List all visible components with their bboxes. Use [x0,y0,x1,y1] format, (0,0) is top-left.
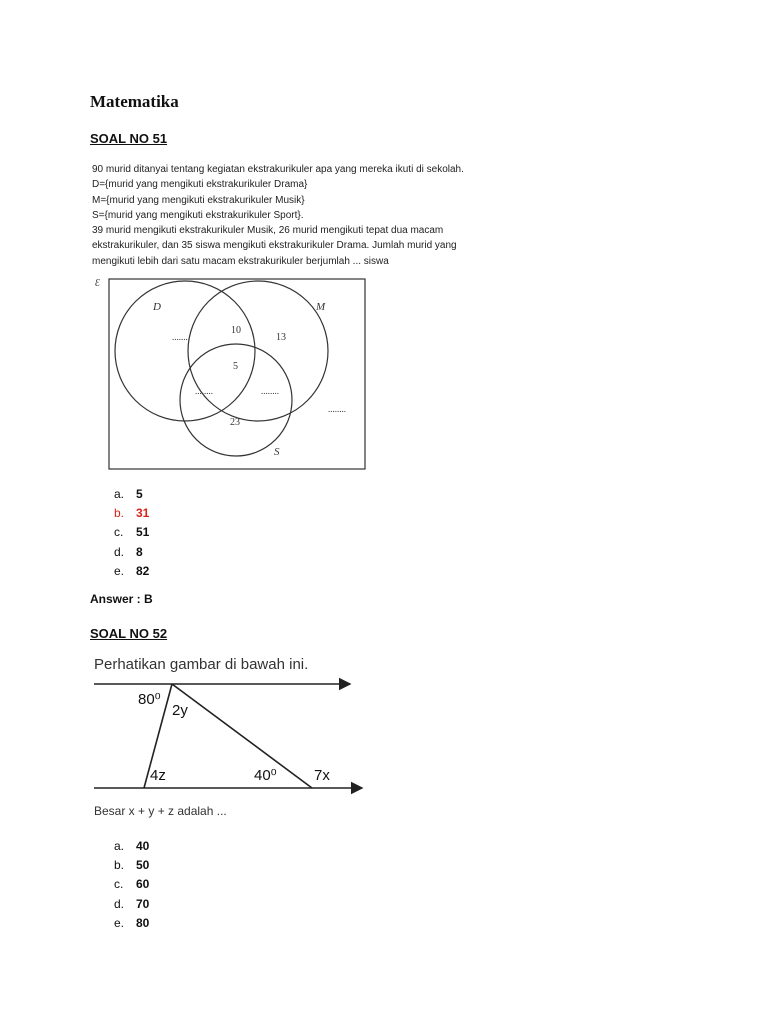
answer-text: Answer : B [90,592,153,606]
angle-40-label: 40⁰ [254,767,277,784]
question-52-text: Besar x + y + z adalah ... [94,804,227,818]
question-51-text [92,162,512,269]
question-51-line: M={murid yang mengikuti ekstrakurikuler Musik} [92,194,305,206]
venn-diagram [90,274,380,474]
triangle-right-side [172,684,312,788]
question-51-heading: SOAL NO 51 [90,131,168,146]
region-d-only: ........ [172,332,190,342]
angle-80-label: 80⁰ [138,691,161,708]
angle-7x-label: 7x [314,767,330,784]
question-51-line: D={murid yang mengikuti ekstrakurikuler Drama} [92,179,308,191]
universe-rect [109,279,365,469]
question-51-options [114,485,149,581]
circle-d [115,281,255,421]
question-51-line: mengikuti lebih dari satu macam ekstrakurikuler berjumlah ... siswa [92,255,389,267]
question-52-heading: SOAL NO 52 [90,626,168,641]
universe-label: Ɛ [95,278,100,289]
option-c[interactable]: c. 51 [114,525,150,540]
set-label-m: M [316,301,326,313]
region-m-s: ........ [261,386,279,396]
option-a[interactable]: a. 5 [114,487,143,501]
set-label-s: S [274,446,280,458]
question-51-line: S={murid yang mengikuti ekstrakurikuler Sport}. [92,209,304,221]
option-b[interactable]: b. 50 [114,858,150,873]
option-c[interactable]: c. 60 [114,877,150,892]
option-e[interactable]: e. 80 [114,915,150,930]
question-52-options [114,837,149,933]
option-d[interactable]: d. 8 [114,544,143,559]
question-52-prompt: Perhatikan gambar di bawah ini. [94,656,309,673]
region-m-only: 13 [276,332,286,343]
option-d[interactable]: d. 70 [114,896,150,911]
angle-2y-label: 2y [172,702,188,719]
question-51-line: 39 murid mengikuti ekstrakurikuler Musik, 26 murid mengikuti tepat dua macam [92,225,444,237]
region-d-s: ........ [195,386,213,396]
angle-figure [94,676,368,798]
option-e[interactable]: e. 82 [114,563,150,578]
angle-4z-label: 4z [150,767,166,784]
region-s-only: 23 [230,417,240,428]
region-d-m: 10 [231,325,241,336]
option-b[interactable]: b. 31 [114,506,150,521]
region-center: 5 [233,361,238,372]
option-a[interactable]: a. 40 [114,839,150,853]
set-label-d: D [153,301,161,313]
question-51-line: ekstrakurikuler, dan 35 siswa mengikuti ekstrakurikuler Drama. Jumlah murid yang [92,240,457,252]
page-title: Matematika [90,92,179,111]
region-outside: ........ [328,404,346,414]
question-51-line: 90 murid ditanyai tentang kegiatan ekstrakurikuler apa yang mereka ikuti di sekolah. [92,164,464,175]
